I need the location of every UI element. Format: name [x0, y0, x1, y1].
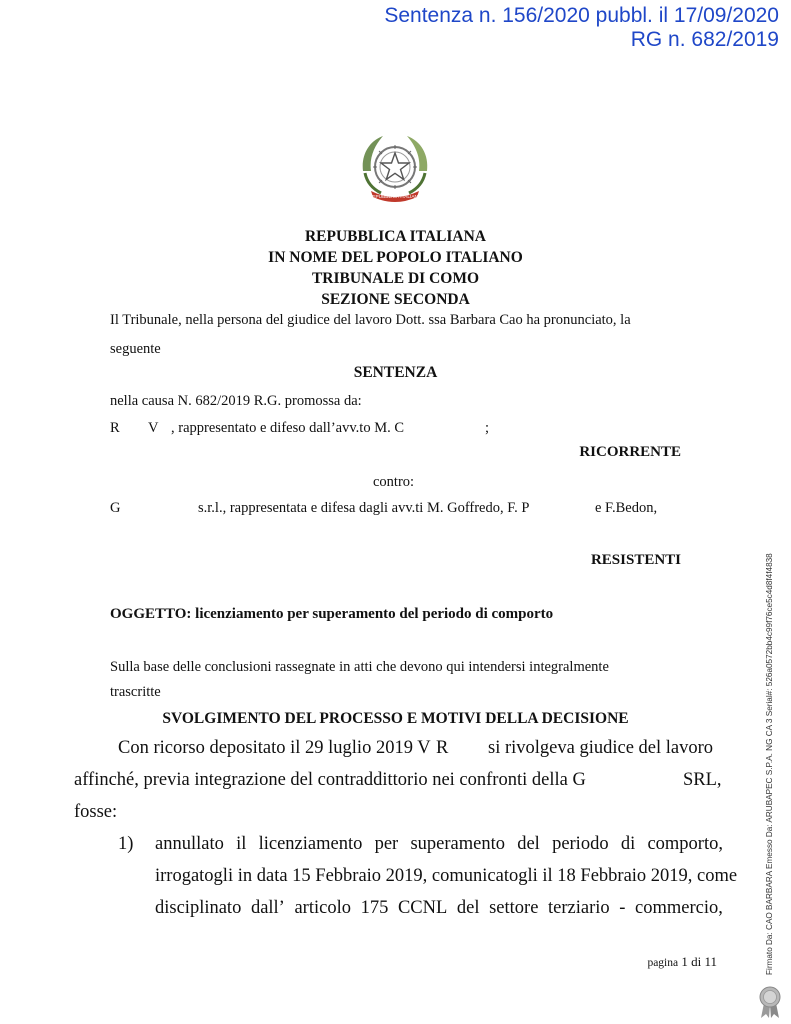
sentence-number: Sentenza n. 156/2020 pubbl. il 17/09/2020 — [384, 4, 779, 27]
italian-republic-emblem-icon — [357, 131, 433, 207]
signature-seal-icon — [757, 985, 783, 1019]
intro-line-1: Il Tribunale, nella persona del giudice del lavoro Dott. ssa Barbara Cao ha pronunciato, la — [110, 312, 631, 328]
digital-signature-text: Firmato Da: CAO BARBARA Emesso Da: ARUBAPEC S.P.A. NG CA 3 Serial#: 526a0572bb4c99f76ce5c4d8f4f4838 — [765, 553, 774, 975]
resistente-description: s.r.l., rappresentata e difesa dagli avv.ti M. Goffredo, F. P — [198, 500, 530, 516]
list-item-line-2: irrogatogli in data 15 Febbraio 2019, comunicatogli il 18 Febbraio 2019, come — [155, 866, 738, 886]
body-p1-end: si rivolgeva giudice del lavoro — [488, 738, 714, 758]
heading-people: IN NOME DEL POPOLO ITALIANO — [268, 249, 523, 266]
contro-label: contro: — [373, 474, 415, 490]
body-p1-initial: R — [436, 738, 449, 758]
sentenza-title: SENTENZA — [353, 364, 438, 381]
page-current: 1 — [681, 954, 688, 969]
page-di: di — [691, 954, 702, 969]
page-word: pagina — [647, 957, 679, 969]
body-p2-end: SRL, — [683, 770, 722, 790]
emblem-ribbon-text: REPUBBLICA ITALIANA — [368, 195, 422, 200]
resistente-initial: G — [110, 500, 121, 516]
resistente-description-end: e F.Bedon, — [595, 500, 658, 516]
causa-line: nella causa N. 682/2019 R.G. promossa da: — [110, 393, 362, 409]
ricorrente-semicolon: ; — [485, 420, 490, 436]
oggetto-line: OGGETTO: licenziamento per superamento del periodo di comporto — [110, 606, 554, 622]
section-title: SVOLGIMENTO DEL PROCESSO E MOTIVI DELLA DECISIONE — [162, 710, 629, 727]
list-item-line-3: disciplinato dall’ articolo 175 CCNL del settore terziario - commercio, — [155, 898, 723, 918]
ricorrente-initial-2: V — [148, 420, 159, 436]
heading-republic: REPUBBLICA ITALIANA — [304, 228, 486, 245]
conclusions-line-1: Sulla base delle conclusioni rassegnate in atti che devono qui intendersi integralmente — [110, 659, 609, 675]
body-p1-start: Con ricorso depositato il 29 luglio 2019 V — [118, 738, 431, 758]
body-p2-start: affinché, previa integrazione del contraddittorio nei confronti della G — [74, 770, 586, 790]
conclusions-line-2: trascritte — [110, 684, 161, 700]
heading-section: SEZIONE SECONDA — [321, 291, 470, 308]
rg-number: RG n. 682/2019 — [630, 28, 779, 51]
ricorrente-description: , rappresentato e difeso dall’avv.to M. C — [171, 420, 405, 436]
list-item-line-1: annullato il licenziamento per superamento del periodo di comporto, — [155, 834, 723, 854]
resistenti-label: RESISTENTI — [590, 552, 681, 568]
ricorrente-initial-1: R — [110, 420, 120, 436]
body-p3: fosse: — [74, 802, 118, 822]
header-stamp — [384, 4, 779, 52]
list-item-number: 1) — [118, 834, 134, 854]
ricorrente-label: RICORRENTE — [579, 444, 681, 460]
page-number — [647, 954, 717, 970]
page-total: 11 — [704, 954, 717, 969]
intro-line-2: seguente — [110, 341, 161, 357]
heading-tribunal: TRIBUNALE DI COMO — [311, 270, 480, 287]
